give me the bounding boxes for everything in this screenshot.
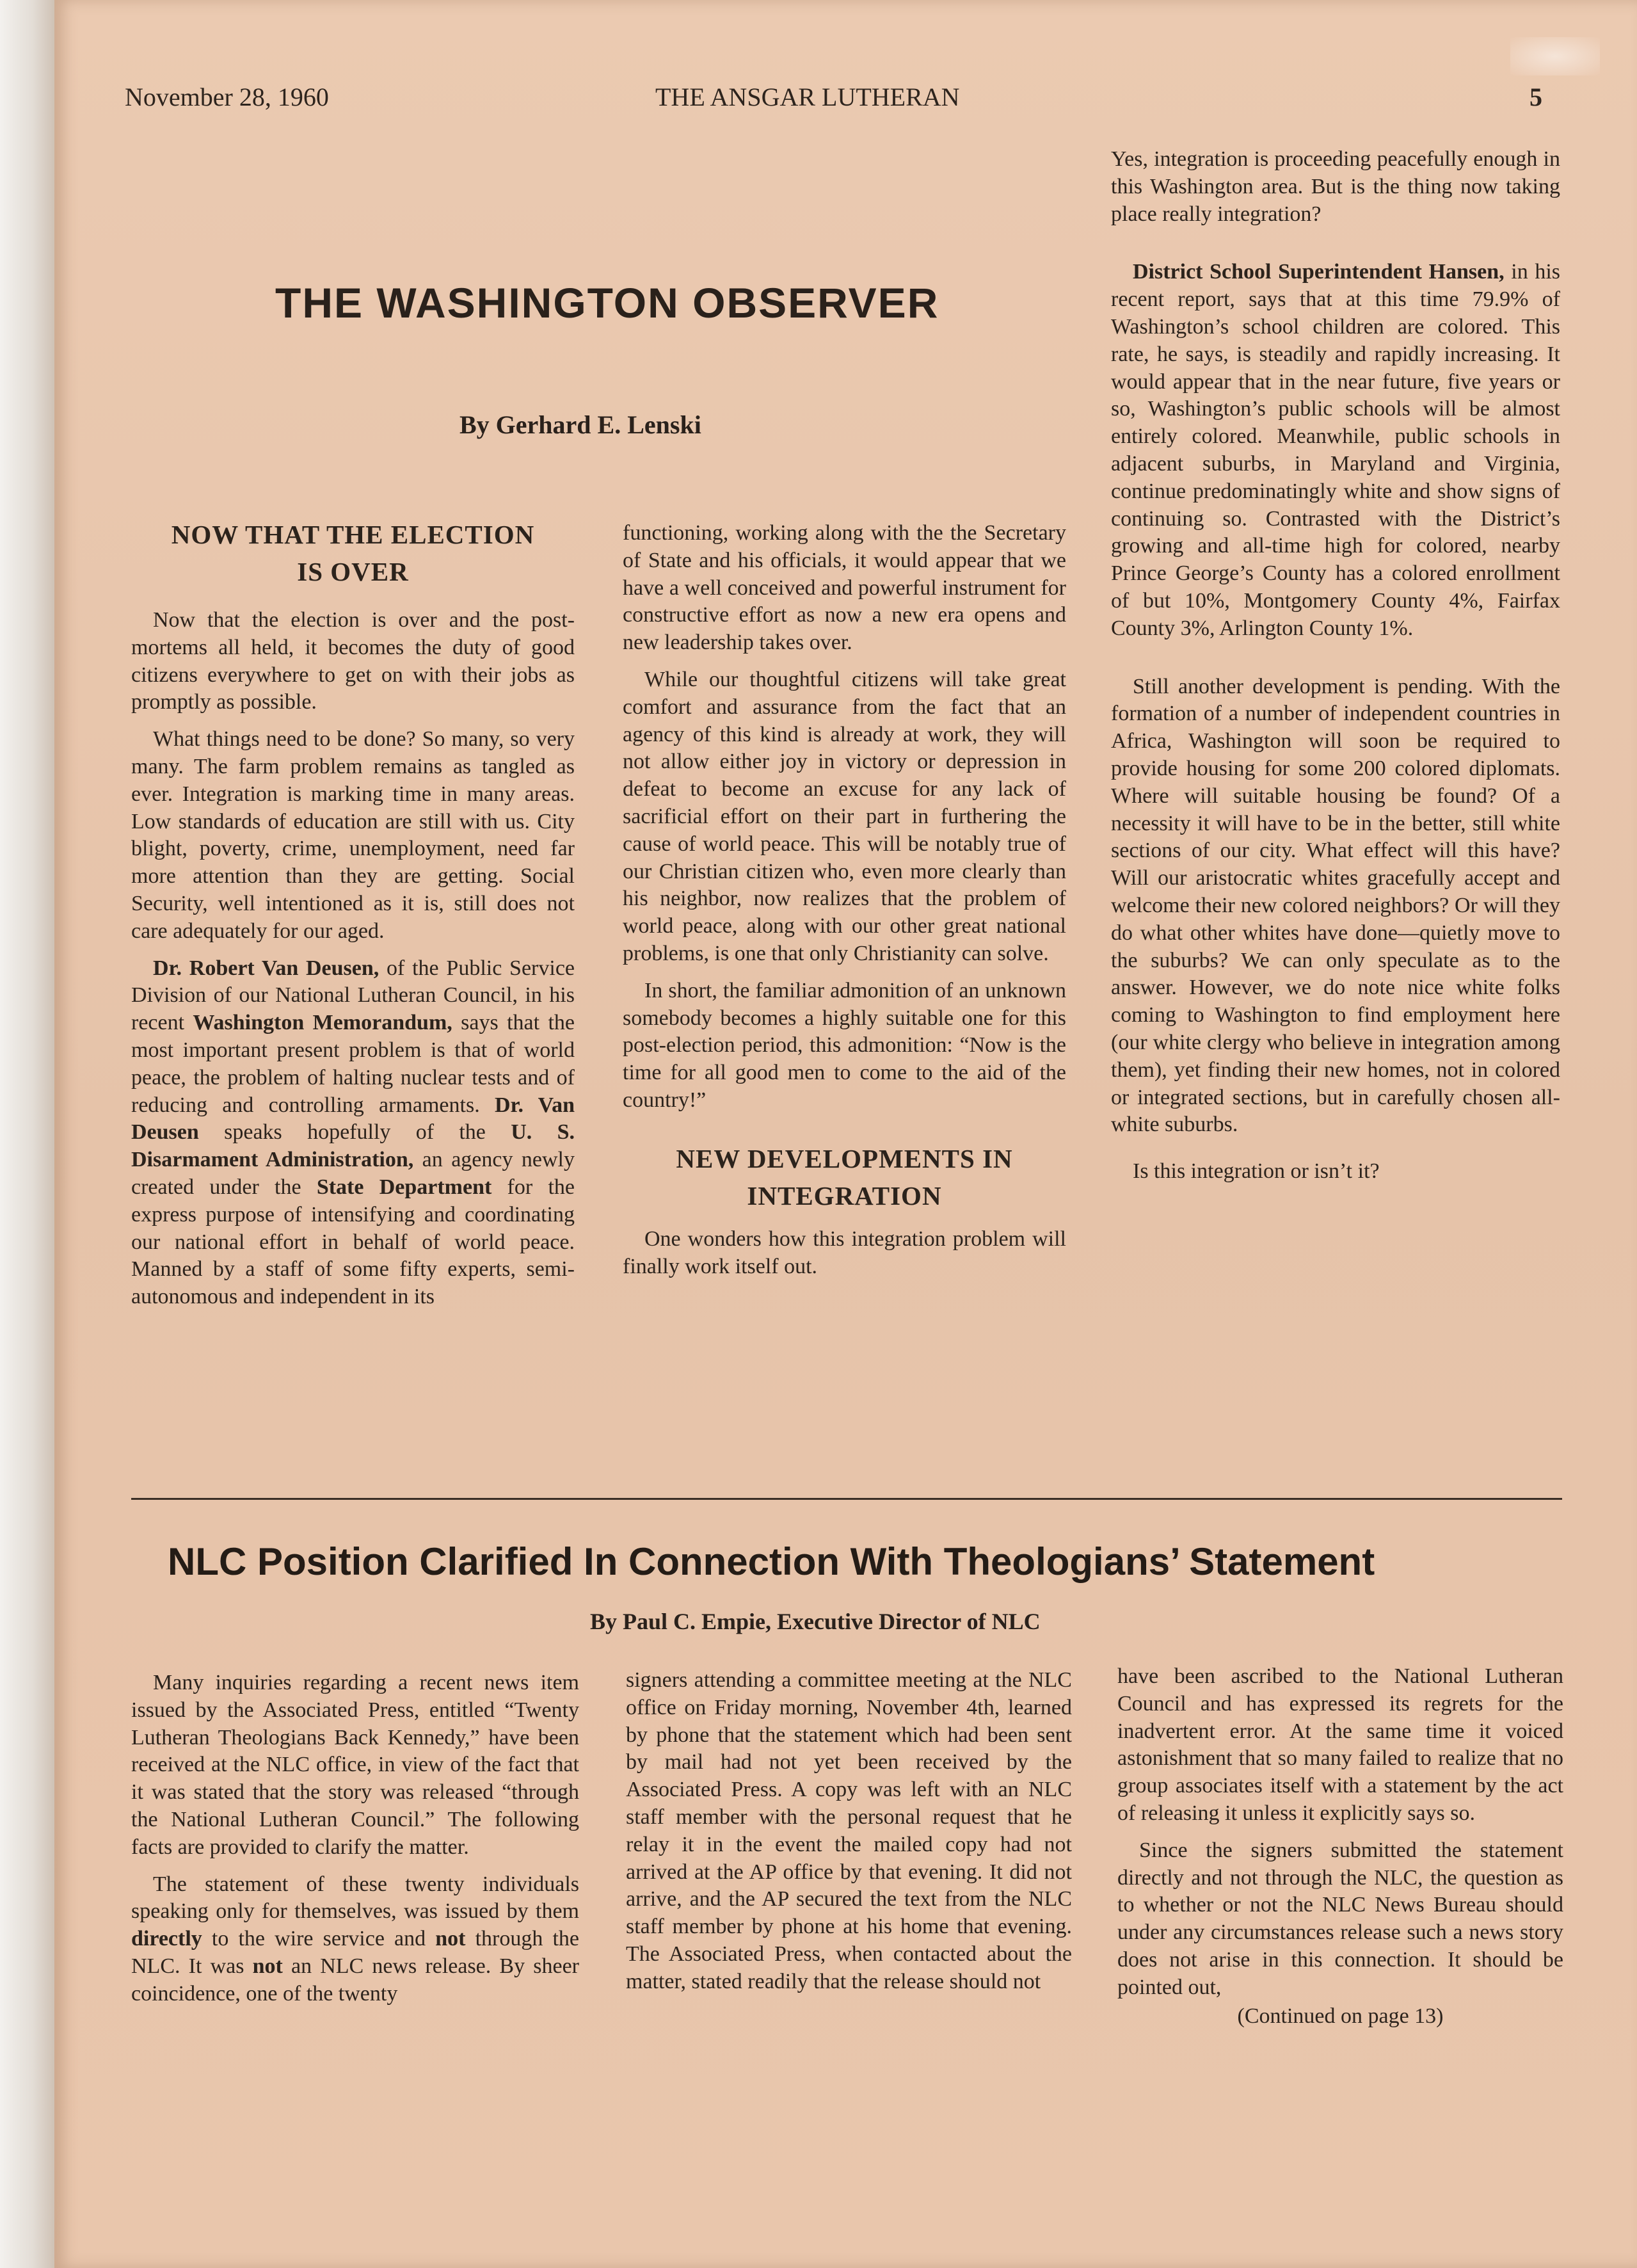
paragraph: functioning, working along with the the Secretary of State and his officials, it would appear that we have a well conceived and powerful instrument for constructive effort as now a new era opens and new leadership takes over.: [623, 521, 1066, 655]
article2-byline: By Paul C. Empie, Executive Director of NLC: [590, 1609, 1041, 1634]
paper-stain: [1510, 37, 1600, 76]
article2-headline: NLC Position Clarified In Connection With Theologians’ Statement: [168, 1540, 1375, 1583]
paragraph: One wonders how this integration problem will finally work itself out.: [623, 1226, 1066, 1278]
article-byline: By Gerhard E. Lenski: [459, 410, 701, 439]
article2-column-3: [1117, 1663, 1563, 2039]
paragraph: While our thoughtful citizens will take great comfort and assurance from the fact that an agency of this kind is already at work, they will not allow either joy in victory or depression in defeat to become an excuse for any lack of sacrificial effort on their part in furthering the cause of world peace. This will be notably true of our Christian citizen who, even more clearly than his neighbor, now realizes that the problem of world peace, along with our other great national problems, is one that only Christianity can solve.: [623, 667, 1066, 965]
paragraph: Still another development is pending. With the formation of a number of independent countries in Africa, Washington will soon be required to provide housing for some 200 colored diplomats. Where will suitable housing be found? Of a necessity it will have to be in the better, still white sections of our city. What effect will this have? Will our aristocratic whites gracefully accept and welcome their new colored neighbors? Or will they do what other whites have done—quietly move to the suburbs? We can only speculate as to the answer. However, we do note nice white folks coming to Washington to find employment here (our white clergy who believe in integration among them), yet finding their new homes, not in colored or integrated sections, but in carefully chosen all-white suburbs.: [1111, 674, 1560, 1137]
paragraph: have been ascribed to the National Lutheran Council and has expressed its regrets for the inadvertent error. At the same time it voiced astonishment that so many failed to realize that no group associates itself with a statement by the act of releasing it unless it explicitly says so.: [1117, 1664, 1563, 1825]
article1-column-3: [1111, 146, 1560, 1195]
paragraph: Is this integration or isn’t it?: [1133, 1159, 1380, 1184]
paragraph: signers attending a committee meeting at the NLC office on Friday morning, November 4th, learned by phone that the statement which had been sent by mail had not yet been received by the Associated Press. A copy was left with an NLC staff member with the personal request that he relay it in the event the mailed copy had not arrived at the AP office by that evening. It did not arrive, and the AP secured the text from the NLC staff member by phone at his home that evening. The Associated Press, when contacted about the matter, stated readily that the release should not: [626, 1668, 1072, 1993]
paragraph: Yes, integration is proceeding peacefully enough in this Washington area. But is the thing now taking place really integration?: [1111, 147, 1560, 226]
article1-column-1: [131, 516, 575, 1321]
paragraph: Many inquiries regarding a recent news item issued by the Associated Press, entitled “Twenty Lutheran Theologians Back Kennedy,” have been received at the NLC office, in view of the fact that it was stated that the story was released “through the National Lutheran Council.” The following facts are provided to clarify the matter.: [131, 1671, 579, 1859]
paragraph: District School Superintendent Hansen, in his recent report, says that at this time 79.9% of Washington’s school children are colored. This rate, he says, is steadily and rapidly increasing. It would appear that in the near future, five years or so, Washington’s public schools will be almost entirely colored. Meanwhile, public schools in adjacent suburbs, in Maryland and Virginia, continue predominatingly white and show signs of continuing so. Contrasted with the District’s growing and all-time high for colored, nearby Prince George’s County has a colored enrollment of but 10%, Montgomery County 4%, Fairfax County 3%, Arlington County 1%.: [1111, 260, 1561, 640]
article1-column-2: [623, 520, 1066, 1290]
continued-note: (Continued on page 13): [1237, 2004, 1444, 2028]
publication-name: THE ANSGAR LUTHERAN: [655, 83, 960, 111]
article-title: THE WASHINGTON OBSERVER: [275, 279, 939, 326]
article2-column-2: [626, 1667, 1072, 2006]
paragraph: The statement of these twenty individuals speaking only for themselves, was issued by them directly to the wire service and not through the NLC. It was not an NLC news release. By sheer coincidence, one of the twenty: [131, 1872, 579, 2006]
issue-date: November 28, 1960: [125, 83, 329, 111]
article2-column-1: [131, 1669, 579, 2018]
section-heading-integration: NEW DEVELOPMENTS IN INTEGRATION: [676, 1143, 1013, 1210]
section-heading-election: NOW THAT THE ELECTION IS OVER: [171, 520, 535, 586]
paragraph: Dr. Robert Van Deusen, of the Public Service Division of our National Lutheran Council, in his recent Washington Memorandum, says that the most important present problem is that of world peace, the problem of halting nuclear tests and of reducing and controlling armaments. Dr. Van Deusen speaks hopefully of the U. S. Disarmament Administration, an agency newly created under the State Department for the express purpose of intensifying and coordinating our national effort in behalf of world peace. Manned by a staff of some fifty experts, semi-autonomous and independent in its: [131, 956, 575, 1309]
article-divider: [131, 1498, 1562, 1500]
paragraph: Since the signers submitted the statement directly and not through the NLC, the question as to whether or not the NLC News Bureau should under any circumstances release such a news story does not arise in this connection. It should be pointed out,: [1117, 1838, 1563, 1999]
paragraph: In short, the familiar admonition of an unknown somebody becomes a highly suitable one for this post-election period, this admonition: “Now is the time for all good men to come to the aid of the country!”: [623, 978, 1066, 1112]
paragraph: Now that the election is over and the post-mortems all held, it becomes the duty of good citizens everywhere to get on with their jobs as promptly as possible.: [131, 608, 575, 714]
page-number: 5: [1529, 83, 1542, 111]
paragraph: What things need to be done? So many, so very many. The farm problem remains as tangled as ever. Integration is marking time in many areas. Low standards of education are still with us. City blight, poverty, crime, unemployment, need far more attention than they are getting. Social Security, well intentioned as it is, still does not care adequately for our aged.: [131, 727, 575, 943]
scanner-edge: [0, 0, 59, 2268]
